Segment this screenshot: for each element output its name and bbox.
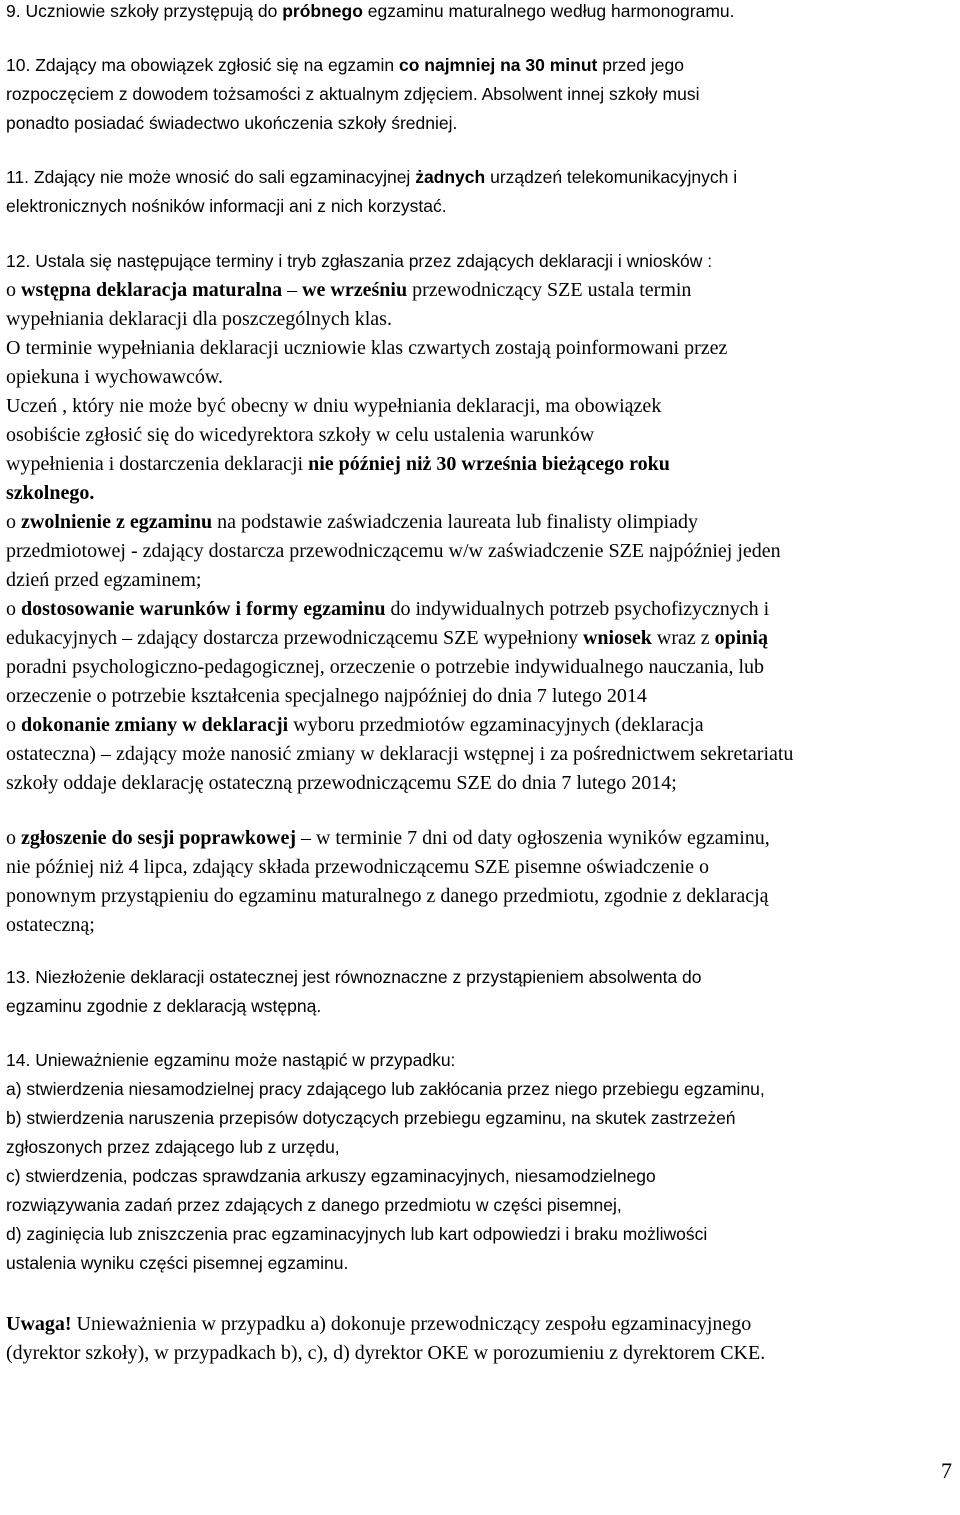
item-12-line-3-seg-1: wypełniania deklaracji dla poszczególnych klas. [6,308,392,330]
item-10-text-b: przed jego [597,55,684,75]
item-12-line-15-seg-1: poradni psychologiczno-pedagogicznej, orzeczenie o potrzebie indywidualnego nauczania, lub [6,656,765,678]
item-12-line-12-seg-1: dzień przed egzaminem; [6,569,202,591]
note-line-2: (dyrektor szkoły), w przypadkach b), c), d) dyrektor OKE w porozumieniu z dyrektorem CKE. [6,1342,766,1364]
item-12-line-13-seg-3: do indywidualnych potrzeb psychofizycznych i [385,598,770,620]
item-11-line-2: elektronicznych nośników informacji ani z nich korzystać. [6,196,447,216]
item-12-line-2 [6,276,691,305]
item-12-resit-line-1-seg-2: zgłoszenie do sesji poprawkowej [21,827,296,849]
item-12-line-2-seg-2: wstępna deklaracja maturalna [21,279,283,301]
item-12-line-8-seg-1: wypełnienia i dostarczenia deklaracji [6,453,309,475]
item-14-line-2: a) stwierdzenia niesamodzielnej pracy zdającego lub zakłócania przez niego przebiegu egzaminu, [6,1079,765,1099]
item-14-line-6: rozwiązywania zadań przez zdających z danego przedmiotu w części pisemnej, [6,1195,622,1215]
item-12-line-4-seg-1: O terminie wypełniania deklaracji uczniowie klas czwartych zostają poinformowani przez [6,337,728,359]
item-9-line [6,0,735,26]
item-12-line-13-seg-2: dostosowanie warunków i formy egzaminu [21,598,386,620]
item-12-resit-line-4 [6,911,95,940]
item-11-text-b: urządzeń telekomunikacyjnych i [485,167,738,187]
item-12-line-8-seg-2: nie później niż 30 września bieżącego roku [308,453,670,475]
item-12-line-10-seg-1: o [6,511,21,533]
item-12-line-11-seg-1: przedmiotowej - zdający dostarcza przewodniczącemu w/w zaświadczenie SZE najpóźniej jeden [6,540,781,562]
item-12-line-13-seg-1: o [6,598,21,620]
item-14-line-5: c) stwierdzenia, podczas sprawdzania arkuszy egzaminacyjnych, niesamodzielnego [6,1166,656,1186]
item-12-line-19 [6,769,677,798]
note-line-1 [6,1310,751,1339]
item-12-line-15 [6,653,764,682]
item-12-line-14 [6,624,768,653]
item-12-line-2-seg-3: – [282,279,303,301]
item-12-line-17-seg-2: dokonanie zmiany w deklaracji [21,714,289,736]
item-12-line-14-seg-3: wraz z [651,627,715,649]
item-10-line-1 [6,51,684,80]
item-12-line-3 [6,305,392,334]
item-9-text-b: egzaminu maturalnego według harmonogramu. [362,1,735,21]
item-14-line-8: ustalenia wyniku części pisemnej egzaminu. [6,1253,349,1273]
item-13-line-2: egzaminu zgodnie z deklaracją wstępną. [6,996,322,1016]
item-12-resit-line-2-seg-1: nie później niż 4 lipca, zdający składa przewodniczącemu SZE pisemne oświadczenie o [6,856,710,878]
item-12-line-2-seg-1: o [6,279,21,301]
item-12-line-7-seg-1: osobiście zgłosić się do wicedyrektora szkoły w celu ustalenia warunków [6,424,595,446]
item-12-line-7 [6,421,594,450]
item-12-resit-line-2 [6,853,709,882]
item-10-line-3: ponadto posiadać świadectwo ukończenia szkoły średniej. [6,113,458,133]
item-11-bold: żadnych [415,167,486,187]
note-text-1: Unieważnienia w przypadku a) dokonuje przewodniczący zespołu egzaminacyjnego [71,1313,752,1335]
page-number: 7 [941,1458,952,1483]
item-12-line-14-seg-4: opinią [714,627,768,649]
item-12-line-16-seg-1: orzeczenie o potrzebie kształcenia specjalnego najpóźniej do dnia 7 lutego 2014 [6,685,647,707]
item-12-resit-line-1-seg-1: o [6,827,21,849]
item-12-resit-line-3 [6,882,769,911]
item-12-line-1-seg-1: 12. Ustala się następujące terminy i tryb zgłaszania przez zdających deklaracji i wniosków : [6,251,713,271]
item-13-line-1: 13. Niezłożenie deklaracji ostatecznej jest równoznaczne z przystąpieniem absolwenta do [6,967,702,987]
item-12-line-17-seg-3: wyboru przedmiotów egzaminacyjnych (deklaracja [288,714,704,736]
item-14-line-7: d) zaginięcia lub zniszczenia prac egzaminacyjnych lub kart odpowiedzi i braku możliwości [6,1224,708,1244]
item-12-line-18 [6,740,793,769]
item-12-line-9 [6,479,94,508]
item-11-text-a: 11. Zdający nie może wnosić do sali egzaminacyjnej [6,167,416,187]
item-11-line-1 [6,163,737,192]
item-10-line-2: rozpoczęciem z dowodem tożsamości z aktualnym zdjęciem. Absolwent innej szkoły musi [6,84,700,104]
item-12-resit-line-1-seg-3: – w terminie 7 dni od daty ogłoszenia wyników egzaminu, [295,827,770,849]
item-12-line-4 [6,334,727,363]
item-12-line-11 [6,537,781,566]
item-14-line-4: zgłoszonych przez zdającego lub z urzędu, [6,1137,340,1157]
item-14-line-1: 14. Unieważnienie egzaminu może nastąpić w przypadku: [6,1050,456,1070]
item-12-line-9-seg-1: szkolnego. [6,482,95,504]
item-12-line-2-seg-5: przewodniczący SZE ustala termin [407,279,692,301]
item-12-line-17-seg-1: o [6,714,21,736]
item-14-line-3: b) stwierdzenia naruszenia przepisów dotyczących przebiegu egzaminu, na skutek zastrzeżeń [6,1108,736,1128]
item-12-line-18-seg-1: ostateczna) – zdający może nanosić zmiany w deklaracji wstępnej i za pośrednictwem sekretariatu [6,743,794,765]
item-12-line-14-seg-1: edukacyjnych – zdający dostarcza przewodniczącemu SZE wypełniony [6,627,583,649]
item-12-line-14-seg-2: wniosek [582,627,652,649]
item-12-line-2-seg-4: we wrześniu [302,279,408,301]
item-12-line-10-seg-3: na podstawie zaświadczenia laureata lub finalisty olimpiady [212,511,699,533]
item-9-text-a: 9. Uczniowie szkoły przystępują do [6,1,283,21]
item-12-line-10 [6,508,698,537]
note-label: Uwaga! [6,1313,72,1335]
item-12-line-1 [6,247,712,276]
item-12-line-10-seg-2: zwolnienie z egzaminu [21,511,213,533]
item-12-line-19-seg-1: szkoły oddaje deklarację ostateczną przewodniczącemu SZE do dnia 7 lutego 2014; [6,772,677,794]
item-12-line-6 [6,392,661,421]
item-12-resit-line-4-seg-1: ostateczną; [6,914,95,936]
item-10-bold: co najmniej na 30 minut [398,55,598,75]
item-12-line-6-seg-1: Uczeń , który nie może być obecny w dniu wypełniania deklaracji, ma obowiązek [6,395,662,417]
item-12-line-16 [6,682,647,711]
item-9-bold: próbnego [282,1,363,21]
item-12-line-13 [6,595,769,624]
item-12-line-17 [6,711,704,740]
item-12-resit-line-3-seg-1: ponownym przystąpieniu do egzaminu maturalnego z danego przedmiotu, zgodnie z deklaracją [6,885,769,907]
item-12-resit-line-1 [6,824,770,853]
item-12-line-8 [6,450,670,479]
item-12-line-5 [6,363,223,392]
item-12-line-12 [6,566,201,595]
item-12-line-5-seg-1: opiekuna i wychowawców. [6,366,223,388]
item-10-text-a: 10. Zdający ma obowiązek zgłosić się na egzamin [6,55,399,75]
